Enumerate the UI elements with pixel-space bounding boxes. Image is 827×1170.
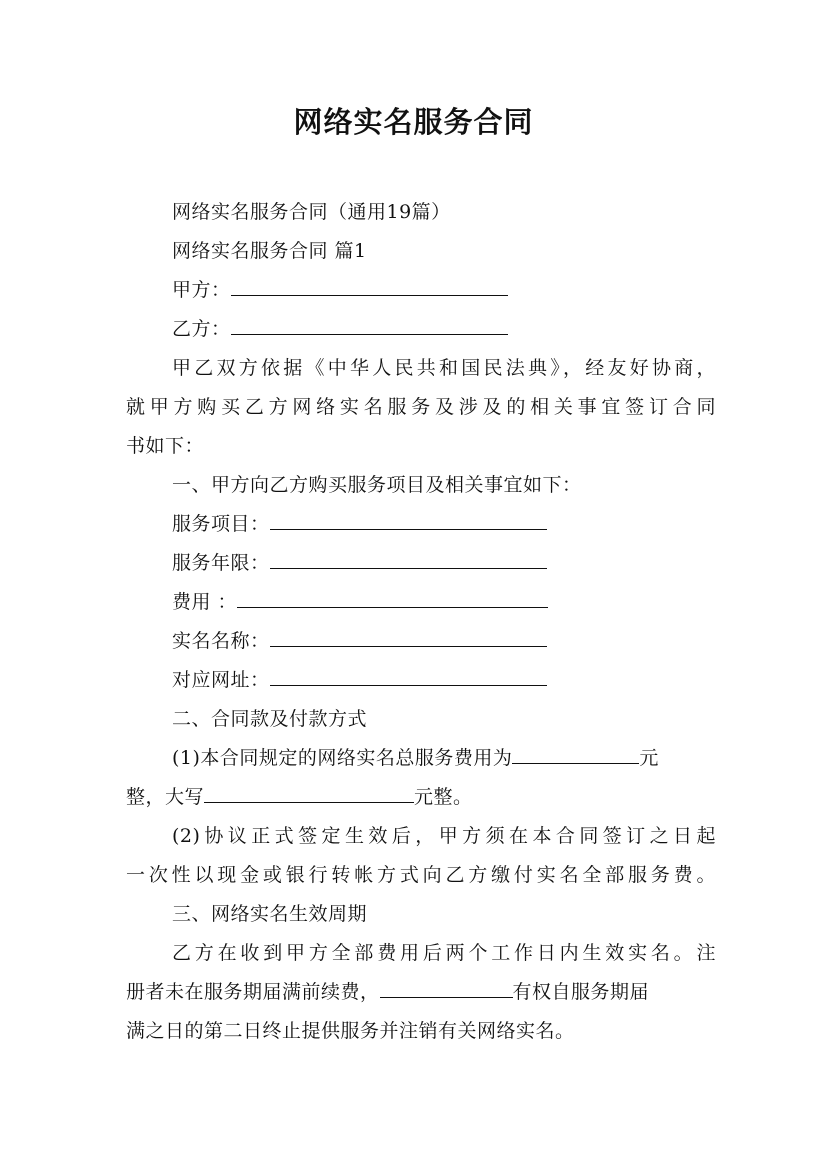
intro-line-2: 就甲方购买乙方网络实名服务及涉及的相关事宜签订合同 bbox=[126, 396, 716, 418]
clause3-line1: 乙方在收到甲方全部费用后两个工作日内生效实名。注 bbox=[172, 942, 716, 964]
clause2-p1-unit: 元 bbox=[639, 747, 659, 769]
intro-line-3: 书如下： bbox=[126, 435, 205, 457]
capital-amount-blank bbox=[204, 782, 414, 803]
url-line bbox=[126, 661, 762, 700]
section-heading: 网络实名服务合同 篇1 bbox=[172, 240, 367, 262]
party-a-label: 甲方： bbox=[172, 279, 231, 301]
party-a-blank bbox=[231, 275, 508, 296]
service-item-line bbox=[126, 505, 762, 544]
url-label: 对应网址： bbox=[172, 669, 270, 691]
clause3-line2 bbox=[126, 973, 716, 1012]
clause3-line2-rest: 有权自服务期届 bbox=[512, 981, 650, 1003]
clause3-party-blank bbox=[380, 977, 513, 998]
service-term-line bbox=[126, 544, 762, 583]
clause2-p1-line1 bbox=[126, 739, 762, 778]
clause2-p2-line1: (2)协议正式签定生效后，甲方须在本合同签订之日起 bbox=[172, 825, 716, 847]
service-item-label: 服务项目： bbox=[172, 513, 270, 535]
party-b-line bbox=[126, 310, 762, 349]
party-b-blank bbox=[231, 314, 508, 335]
realname-label: 实名名称： bbox=[172, 630, 270, 652]
clause2-p1-capital-label: 整，大写 bbox=[126, 786, 205, 808]
party-a-line bbox=[126, 271, 762, 310]
clause3-line3: 满之日的第二日终止提供服务并注销有关网络实名。 bbox=[126, 1020, 575, 1042]
fee-line bbox=[126, 583, 762, 622]
service-term-label: 服务年限： bbox=[172, 552, 270, 574]
clause3-line2-text: 册者未在服务期届满前续费， bbox=[126, 981, 380, 1003]
intro-line-1: 甲乙双方依据《中华人民共和国民法典》，经友好协商， bbox=[172, 357, 716, 379]
document-subtitle: 网络实名服务合同（通用19篇） bbox=[172, 201, 451, 223]
realname-blank bbox=[270, 626, 547, 647]
clause2-p1-end: 元整。 bbox=[414, 786, 473, 808]
clause2-heading: 二、合同款及付款方式 bbox=[172, 708, 368, 730]
fee-label: 费用 ： bbox=[172, 591, 238, 613]
document-title: 网络实名服务合同 bbox=[293, 105, 534, 139]
realname-line bbox=[126, 622, 762, 661]
url-blank bbox=[270, 665, 547, 686]
party-b-label: 乙方： bbox=[172, 318, 231, 340]
clause1-heading: 一、甲方向乙方购买服务项目及相关事宜如下： bbox=[172, 474, 582, 496]
clause2-p2-line2: 一次性以现金或银行转帐方式向乙方缴付实名全部服务费。 bbox=[126, 864, 716, 886]
clause2-p1-line2 bbox=[126, 778, 716, 817]
fee-blank bbox=[237, 587, 548, 608]
service-term-blank bbox=[270, 548, 547, 569]
total-fee-blank bbox=[512, 743, 639, 764]
service-item-blank bbox=[270, 509, 547, 530]
clause2-p1-text: (1)本合同规定的网络实名总服务费用为 bbox=[172, 747, 513, 769]
clause3-heading: 三、网络实名生效周期 bbox=[172, 903, 368, 925]
